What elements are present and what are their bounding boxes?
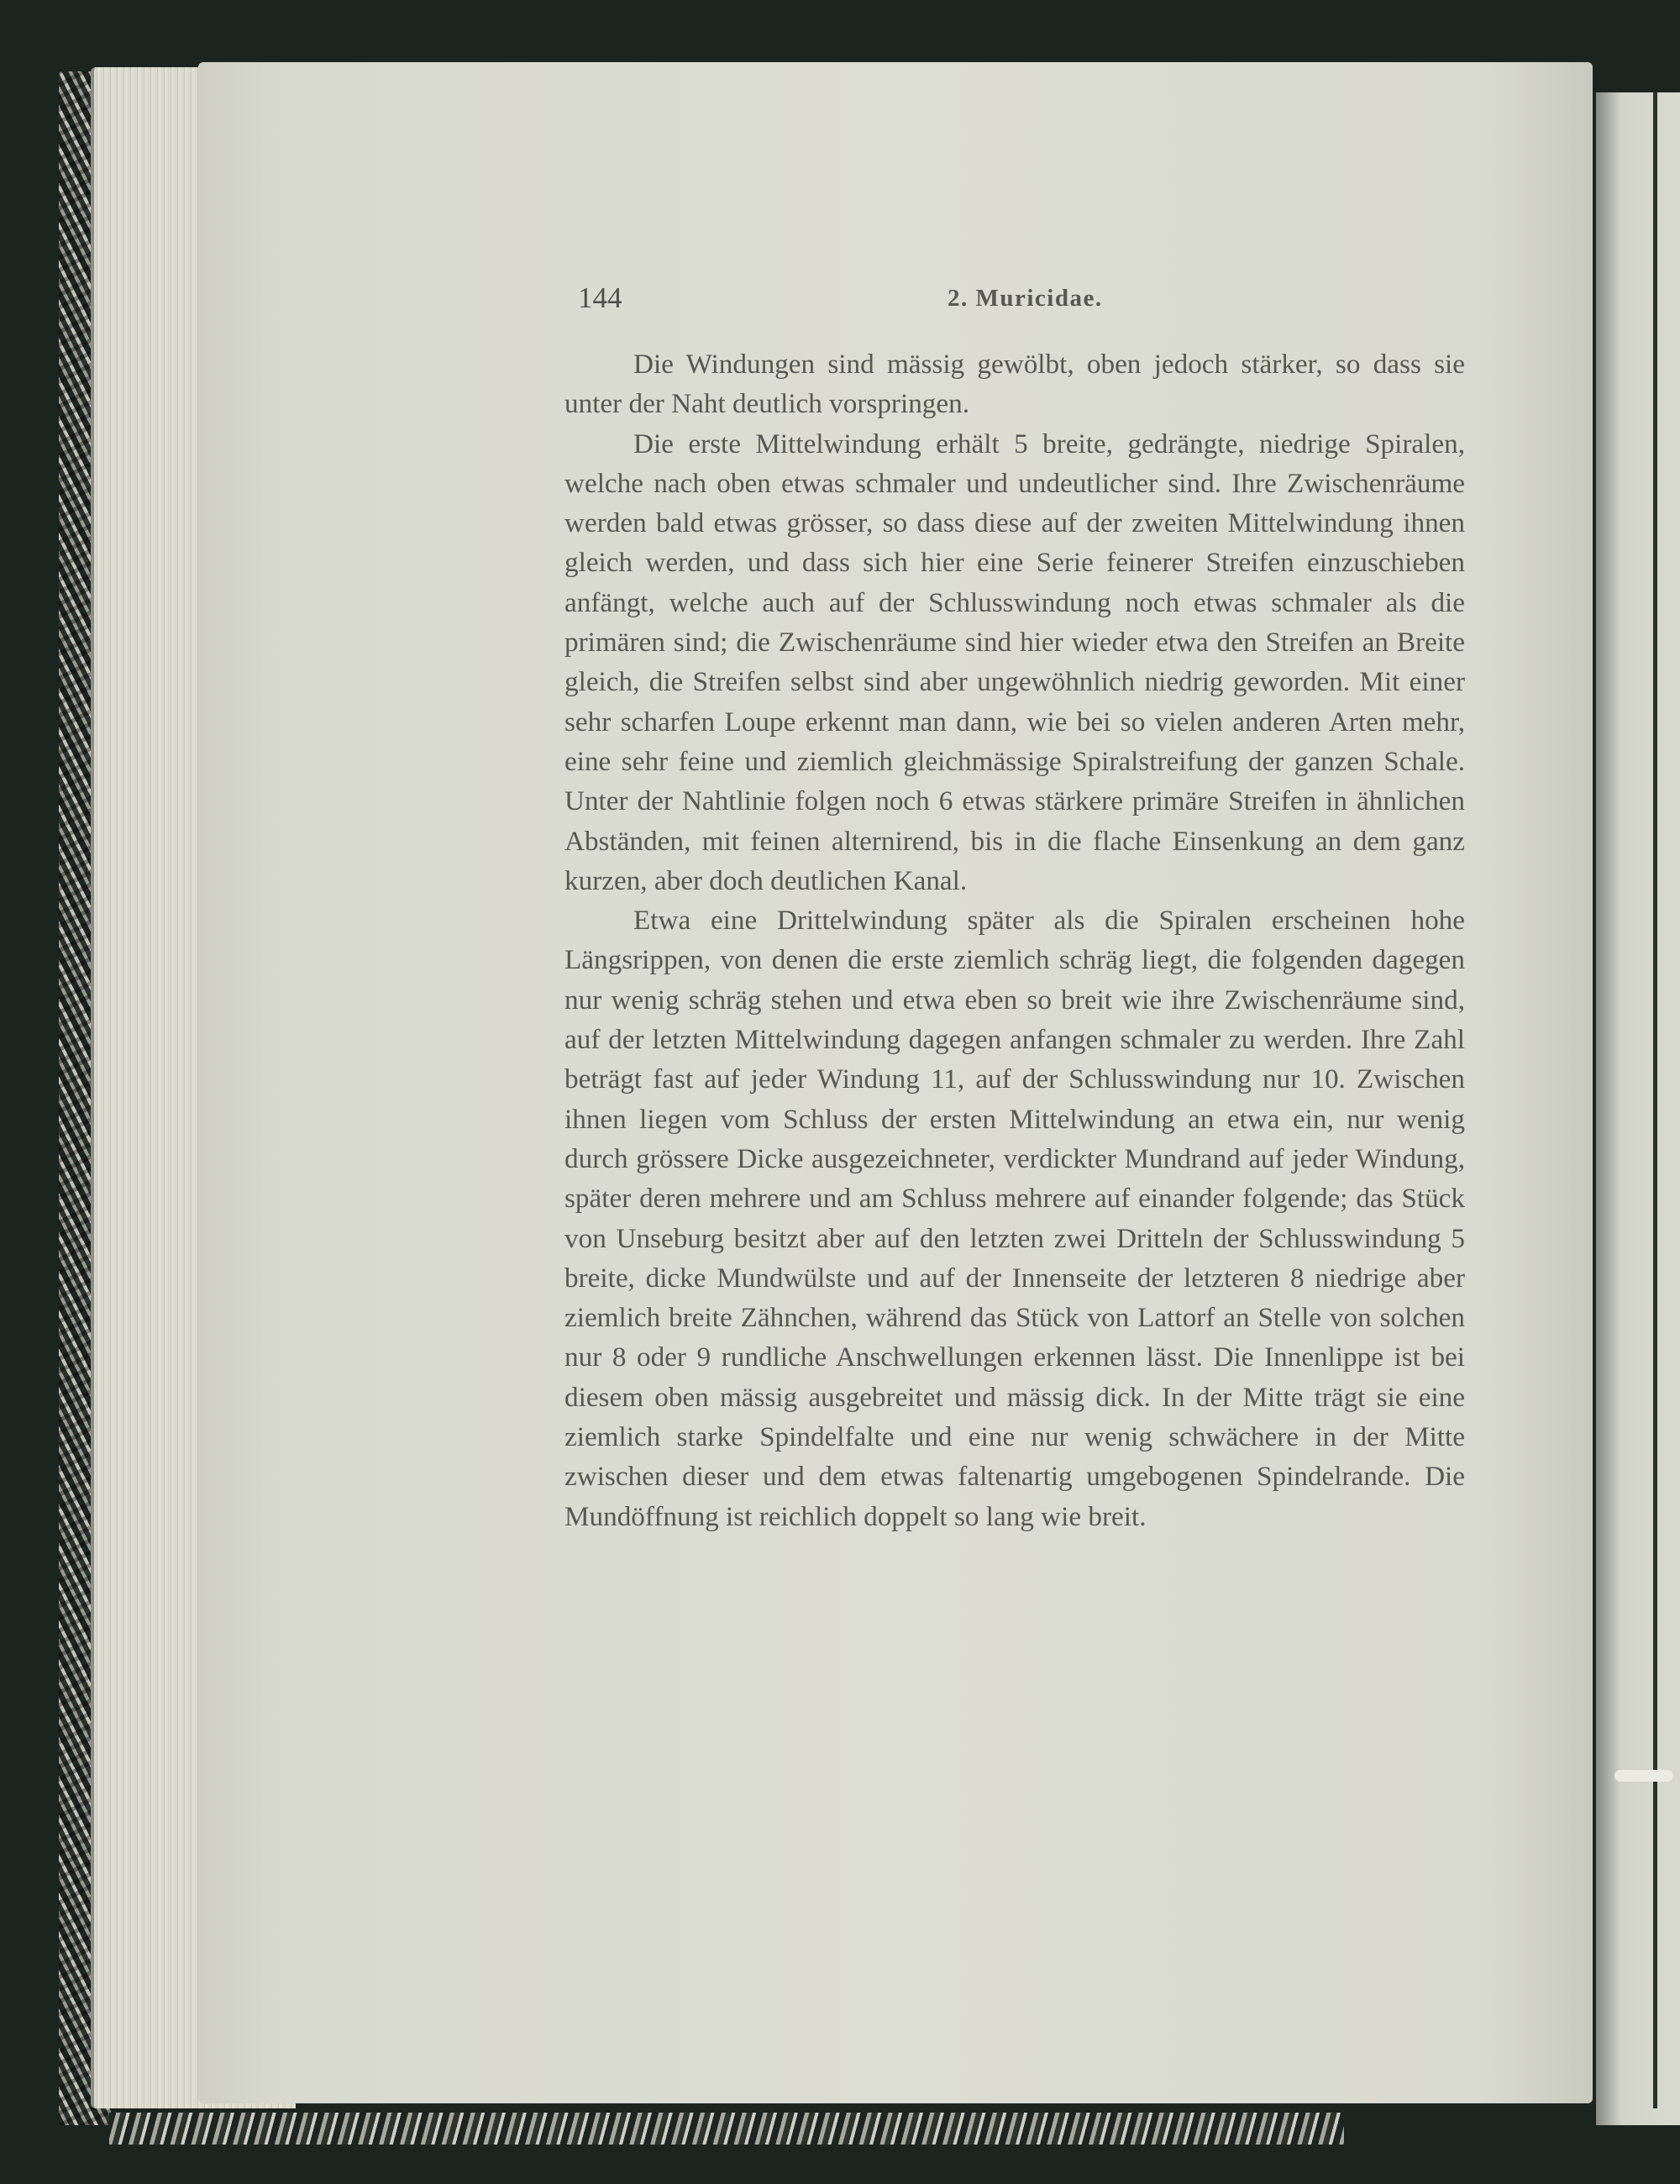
paragraph: Etwa eine Drittelwindung später als die Spiralen erscheinen hohe Längsrippen, von denen die erste ziemlich schräg liegt, die folgenden dagegen nur wenig schräg stehen und etwa eben so breit wie ihre Zwischenräume sind, auf der letzten Mittelwindung dagegen anfangen schmaler zu werden. Ihre Zahl beträgt fast auf jeder Windung 11, auf der Schlusswindung nur 10. Zwischen ihnen liegen vom Schluss der ersten Mittelwindung an etwa ein, nur wenig durch grössere Dicke ausgezeichneter, verdickter Mundrand auf jeder Windung, später deren mehrere und am Schluss mehrere auf einander folgende; das Stück von Unseburg besitzt aber auf den letzten zwei Dritteln der Schlusswindung 5 breite, dicke Mundwülste und auf der Innenseite der letzteren 8 niedrige aber ziemlich breite Zähnchen, während das Stück von Lattorf an Stelle von solchen nur 8 oder 9 rundliche Anschwellungen erkennen lässt. Die Innenlippe ist bei diesem oben mässig ausgebreitet und mässig dick. In der Mitte trägt sie eine ziemlich starke Spindelfalte und eine nur wenig schwächere in der Mitte zwischen dieser und dem etwas faltenartig umgebogenen Spindelrande. Die Mundöffnung ist reichlich doppelt so lang wie breit. (564, 905, 1465, 1532)
facing-page-edge (1596, 92, 1680, 2125)
page-marker-tab (1614, 1770, 1673, 1782)
section-title: 2. Muricidae. (948, 285, 1103, 312)
running-head (578, 281, 1468, 323)
paragraph: Die Windungen sind mässig gewölbt, oben jedoch stärker, so dass sie unter der Naht deutlich vorspringen. (564, 349, 1465, 420)
body-text (564, 344, 1465, 1536)
gutter-shadow (1653, 92, 1657, 2108)
marbled-cover-edge-bottom (109, 2113, 1344, 2145)
page-number: 144 (578, 281, 622, 314)
paragraph: Die erste Mittelwindung erhält 5 breite, gedrängte, niedrige Spiralen, welche nach oben etwas schmaler und undeutlicher sind. Ihre Zwischenräume werden bald etwas grösser, so dass diese auf der zweiten Mittelwindung ihnen gleich werden, und dass sich hier eine Serie feinerer Streifen einzuschieben anfängt, welche auch auf der Schlusswindung noch etwas schmaler als die primären sind; die Zwischenräume sind hier wieder etwa den Streifen an Breite gleich, die Streifen selbst sind aber ungewöhnlich niedrig geworden. Mit einer sehr scharfen Loupe erkennt man dann, wie bei so vielen anderen Arten mehr, eine sehr feine und ziemlich gleichmässige Spiralstreifung der ganzen Schale. Unter der Nahtlinie folgen noch 6 etwas stärkere primäre Streifen in ähnlichen Abständen, mit feinen alternirend, bis in die flache Einsenkung an dem ganz kurzen, aber doch deutlichen Kanal. (564, 428, 1465, 896)
